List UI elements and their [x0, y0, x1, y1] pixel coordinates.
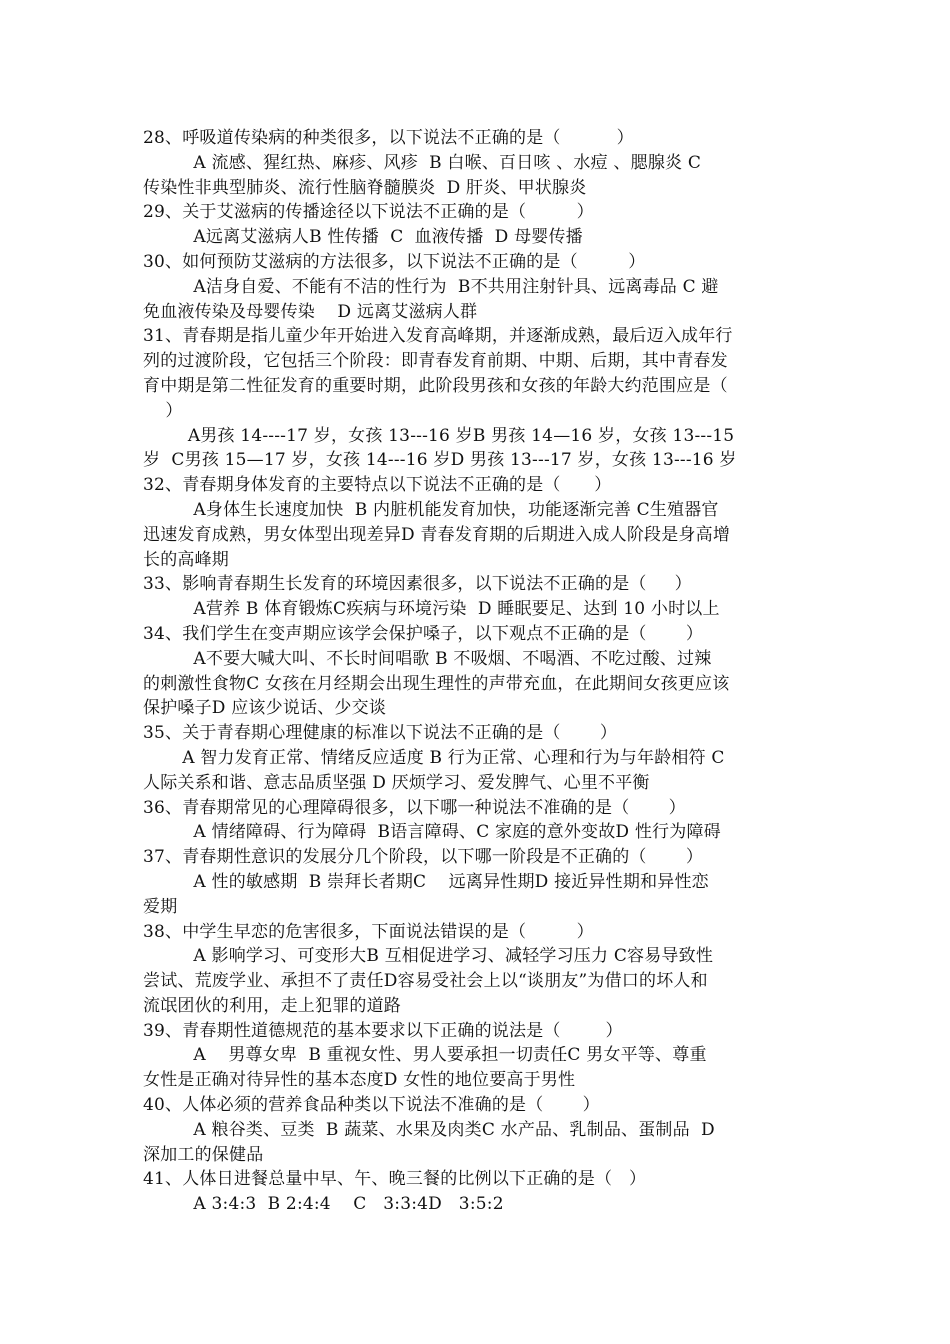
text-line: A男孩 14----17 岁，女孩 13---16 岁B 男孩 14—16 岁，女孩 13---15 — [143, 425, 735, 446]
text-line: 育中期是第二性征发育的重要时期，此阶段男孩和女孩的年龄大约范围应是（ — [143, 375, 728, 396]
text-line: 37、青春期性意识的发展分几个阶段，以下哪一阶段是不正确的（ ） — [143, 847, 704, 868]
text-line: ） — [143, 400, 183, 421]
text-line: A 影响学习、可变形大B 互相促进学习、减轻学习压力 C容易导致性 — [143, 946, 714, 967]
text-line: A身体生长速度加快 B 内脏机能发育加快，功能逐渐完善 C生殖器官 — [143, 499, 719, 520]
text-line: 流氓团伙的利用，走上犯罪的道路 — [143, 995, 401, 1016]
text-line: A 流感、猩红热、麻疹、风疹 B 白喉、百日咳 、水痘 、腮腺炎 C — [143, 152, 702, 173]
text-line: 41、人体日进餐总量中早、午、晚三餐的比例以下正确的是（ ） — [143, 1169, 647, 1190]
text-line: 尝试、荒废学业、承担不了责任D容易受社会上以“谈朋友”为借口的坏人和 — [143, 971, 708, 992]
text-line: 长的高峰期 — [143, 549, 229, 570]
text-line: A 粮谷类、豆类 B 蔬菜、水果及肉类C 水产品、乳制品、蛋制品 D — [143, 1119, 715, 1140]
text-line: 的刺激性食物C 女孩在月经期会出现生理性的声带充血，在此期间女孩更应该 — [143, 673, 730, 694]
text-line: 29、关于艾滋病的传播途径以下说法不正确的是（ ） — [143, 202, 594, 223]
text-line: 岁 C男孩 15—17 岁，女孩 14---16 岁D 男孩 13---17 岁，女孩 13---16 岁 — [143, 450, 737, 471]
text-line: 深加工的保健品 — [143, 1144, 264, 1165]
text-line: 迅速发育成熟，男女体型出现差异D 青春发育期的后期进入成人阶段是身高增 — [143, 524, 731, 545]
text-line: 30、如何预防艾滋病的方法很多，以下说法不正确的是（ ） — [143, 251, 646, 272]
text-line: A 情绪障碍、行为障碍 B语言障碍、C 家庭的意外变故D 性行为障碍 — [143, 822, 721, 843]
text-line: A 3:4:3 B 2:4:4 C 3:3:4D 3:5:2 — [143, 1194, 504, 1215]
text-line: A 男尊女卑 B 重视女性、男人要承担一切责任C 男女平等、尊重 — [143, 1045, 707, 1066]
text-line: 36、青春期常见的心理障碍很多，以下哪一种说法不准确的是（ ） — [143, 797, 686, 818]
text-line: A营养 B 体育锻炼C疾病与环境污染 D 睡眠要足、达到 10 小时以上 — [143, 599, 720, 620]
text-line: 33、影响青春期生长发育的环境因素很多，以下说法不正确的是（ ） — [143, 574, 692, 595]
text-line: 保护嗓子D 应该少说话、少交谈 — [143, 698, 387, 719]
text-line: 传染性非典型肺炎、流行性脑脊髓膜炎 D 肝炎、甲状腺炎 — [143, 177, 587, 198]
text-line: 40、人体必须的营养食品种类以下说法不准确的是（ ） — [143, 1095, 600, 1116]
text-line: A 性的敏感期 B 崇拜长者期C 远离异性期D 接近异性期和异性恋 — [143, 871, 709, 892]
text-line: A不要大喊大叫、不长时间唱歌 B 不吸烟、不喝酒、不吃过酸、过辣 — [143, 648, 712, 669]
text-line: A 智力发育正常、情绪反应适度 B 行为正常、心理和行为与年龄相符 C — [143, 747, 725, 768]
text-line: 34、我们学生在变声期应该学会保护嗓子，以下观点不正确的是（ ） — [143, 623, 704, 644]
text-line: 32、青春期身体发育的主要特点以下说法不正确的是（ ） — [143, 475, 612, 496]
text-line: 31、青春期是指儿童少年开始进入发育高峰期，并逐渐成熟，最后迈入成年行 — [143, 326, 733, 347]
text-line: 爱期 — [143, 896, 178, 917]
text-line: 28、呼吸道传染病的种类很多，以下说法不正确的是（ ） — [143, 128, 634, 148]
document-body — [143, 126, 809, 1217]
text-line: A洁身自爱、不能有不洁的性行为 B不共用注射针具、远离毒品 C 避 — [143, 276, 719, 297]
text-line: A远离艾滋病人B 性传播 C 血液传播 D 母婴传播 — [143, 227, 583, 248]
text-line: 列的过渡阶段，它包括三个阶段：即青春发育前期、中期、后期，其中青春发 — [143, 351, 728, 372]
text-line: 人际关系和谐、意志品质坚强 D 厌烦学习、爱发脾气、心里不平衡 — [143, 772, 650, 793]
text-line: 38、中学生早恋的危害很多，下面说法错误的是（ ） — [143, 921, 594, 942]
text-line: 35、关于青春期心理健康的标准以下说法不正确的是（ ） — [143, 723, 618, 744]
text-line: 免血液传染及母婴传染 D 远离艾滋病人群 — [143, 301, 478, 322]
text-line: 女性是正确对待异性的基本态度D 女性的地位要高于男性 — [143, 1070, 576, 1091]
text-line: 39、青春期性道德规范的基本要求以下正确的说法是（ ） — [143, 1020, 623, 1041]
